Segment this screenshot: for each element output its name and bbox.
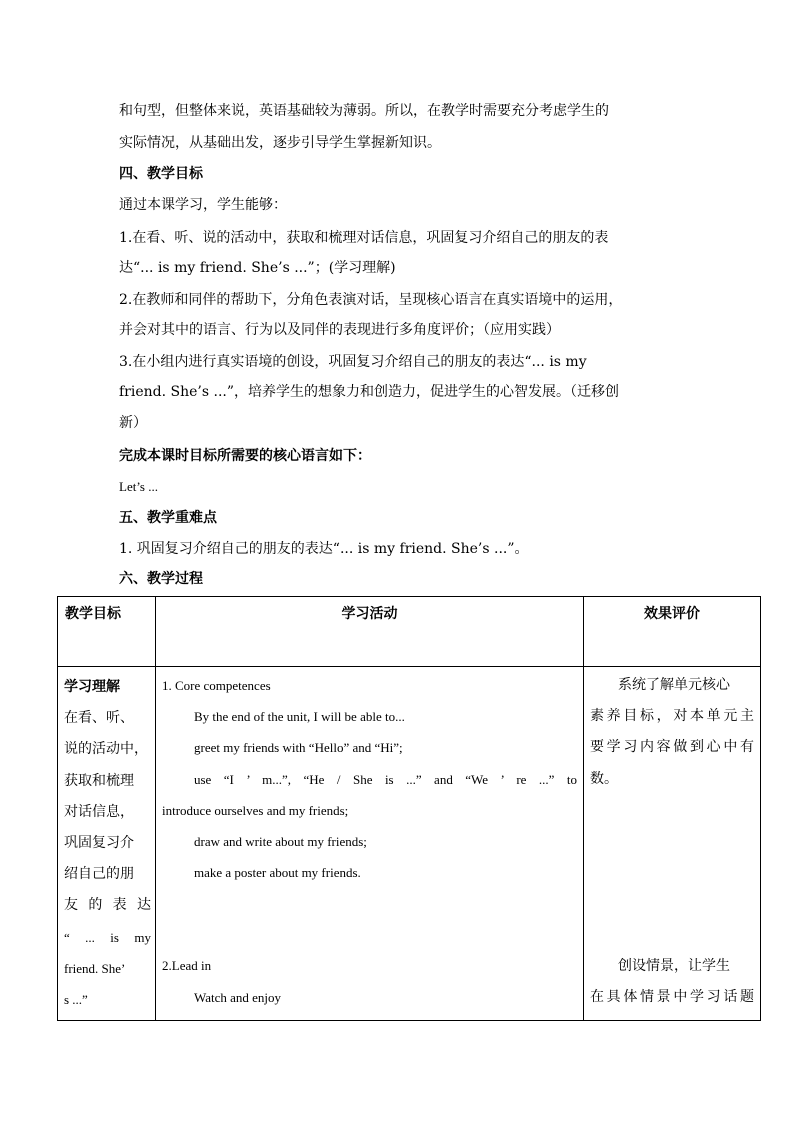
section-heading-key-points: 五、教学重难点 — [119, 510, 217, 526]
goal-cell-line: 学习理解 — [64, 679, 120, 695]
evaluation-line: 在具体情景中学习话题 — [590, 989, 754, 1006]
evaluation-line: 数。 — [590, 770, 618, 787]
goal-cell-line: friend. She’ — [64, 960, 126, 976]
activity-line: introduce ourselves and my friends; — [162, 802, 349, 818]
intro-line-2: 实际情况，从基础出发，逐步引导学生掌握新知识。 — [119, 135, 441, 151]
goals-lead: 通过本课学习，学生能够： — [119, 197, 287, 213]
evaluation-line: 系统了解单元核心 — [618, 677, 730, 693]
section-heading-process: 六、教学过程 — [119, 571, 203, 587]
goal-3-line-3: 新） — [119, 415, 147, 431]
activity-spacer — [156, 888, 583, 950]
goal-1-line-2: 达“... is my friend. She’s ...”；(学习理解) — [119, 260, 396, 276]
goal-cell-line: 说的活动中， — [64, 741, 148, 758]
goal-3-line-2: friend. She’s ...”，培养学生的想象力和创造力，促进学生的心智发展。（迁移创 — [119, 384, 619, 400]
goal-1-line-1: 1.在看、听、说的活动中，获取和梳理对话信息，巩固复习介绍自己的朋友的表 — [119, 230, 609, 246]
activity-line: 2.Lead in — [162, 958, 212, 974]
activity-line: use “I ’ m...”, “He / She is ...” and “We ’ re ...” to — [194, 771, 577, 787]
header-activity: 学习活动 — [156, 597, 584, 667]
goal-cell-line: 巩固复习介 — [64, 835, 134, 852]
goal-cell-line: 获取和梳理 — [64, 772, 134, 789]
evaluation-line: 素养目标，对本单元主 — [590, 708, 754, 725]
teaching-process-table — [57, 596, 761, 1021]
evaluation-line: 创设情景，让学生 — [618, 957, 730, 974]
activity-line: 1. Core competences — [162, 678, 271, 693]
goal-2-line-2: 并会对其中的语言、行为以及同伴的表现进行多角度评价；（应用实践） — [119, 322, 560, 338]
intro-line-1: 和句型，但整体来说，英语基础较为薄弱。所以，在教学时需要充分考虑学生的 — [119, 103, 609, 119]
evaluation-spacer — [590, 795, 754, 951]
activity-line: By the end of the unit, I will be able to... — [194, 709, 405, 725]
activity-line: Watch and enjoy — [194, 989, 282, 1005]
table-header-row — [58, 597, 761, 667]
core-language: Let’s ... — [119, 479, 158, 494]
goal-cell-line: 友 的 表 达 — [64, 897, 151, 914]
evaluation-line: 要学习内容做到心中有 — [590, 739, 754, 756]
section-heading-goals: 四、教学目标 — [119, 166, 203, 182]
goal-3-line-1: 3.在小组内进行真实语境的创设，巩固复习介绍自己的朋友的表达“... is my — [119, 354, 587, 370]
goal-cell-line: “ ... is my — [64, 929, 151, 945]
goal-cell-line: s ...” — [64, 992, 88, 1008]
goal-cell-line: 对话信息， — [64, 803, 134, 820]
activity-line: make a poster about my friends. — [194, 865, 361, 881]
activity-line: greet my friends with “Hello” and “Hi”; — [194, 740, 403, 756]
activity-cell — [156, 667, 584, 1021]
key-point-1: 1. 巩固复习介绍自己的朋友的表达“... is my friend. She’s ...”。 — [119, 541, 529, 557]
evaluation-cell — [584, 667, 761, 1021]
goal-cell-line: 绍自己的朋 — [64, 866, 134, 883]
activity-line: draw and write about my friends; — [194, 834, 367, 850]
table-row — [58, 667, 761, 1021]
goal-2-line-1: 2.在教师和同伴的帮助下，分角色表演对话，呈现核心语言在真实语境中的运用， — [119, 292, 623, 308]
core-language-heading: 完成本课时目标所需要的核心语言如下： — [119, 448, 371, 464]
goal-cell-line: 在看、听、 — [64, 710, 134, 727]
header-evaluation: 效果评价 — [584, 597, 761, 667]
goal-cell — [58, 667, 156, 1021]
header-goal: 教学目标 — [58, 597, 156, 667]
